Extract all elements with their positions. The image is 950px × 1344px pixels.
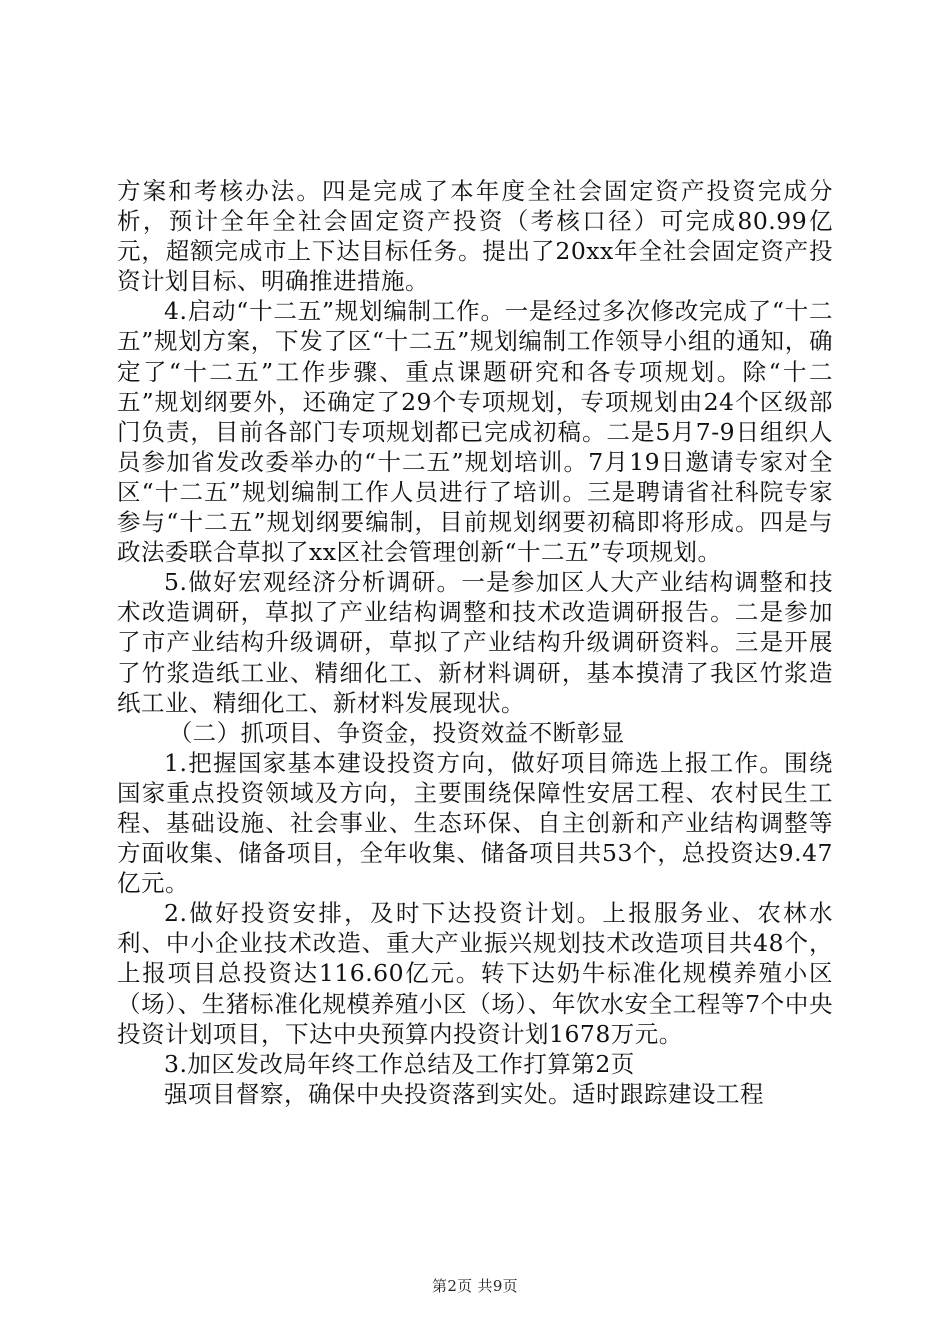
paragraph-item-5: 5.做好宏观经济分析调研。一是参加区人大产业结构调整和技术改造调研，草拟了产业结构调整和技术改造调研报告。二是参加了市产业结构升级调研，草拟了产业结构升级调研资料。三是开展了竹浆造纸工业、精细化工、新材料调研，基本摸清了我区竹浆造纸工业、精细化工、新材料发展现状。 (117, 568, 833, 717)
paragraph-project-3-continued: 强项目督察，确保中央投资落到实处。适时跟踪建设工程 (164, 1079, 764, 1108)
paragraph-continuation: 方案和考核办法。四是完成了本年度全社会固定资产投资完成分析，预计全年全社会固定资产投资（考核口径）可完成80.99亿元，超额完成市上下达目标任务。提出了20xx年全社会固定资产投资计划目标、明确推进措施。 (117, 177, 833, 296)
page-number-footer: 第2页 共9页 (432, 1277, 518, 1295)
document-body (117, 176, 833, 1109)
paragraph-project-2: 2.做好投资安排，及时下达投资计划。上报服务业、农林水利、中小企业技术改造、重大产业振兴规划技术改造项目共48个，上报项目总投资达116.60亿元。转下达奶牛标准化规模养殖小区（场）、生猪标准化规模养殖小区（场）、年饮水安全工程等7个中央投资计划项目，下达中央预算内投资计划1678万元。 (117, 899, 833, 1048)
section-heading: （二）抓项目、争资金，投资效益不断彰显 (168, 718, 625, 747)
paragraph-project-1: 1.把握国家基本建设投资方向，做好项目筛选上报工作。围绕国家重点投资领域及方向，主要围绕保障性安居工程、农村民生工程、基础设施、社会事业、生态环保、自主创新和产业结构调整等方面收集、储备项目，全年收集、储备项目共53个，总投资达9.47亿元。 (117, 748, 833, 898)
paragraph-item-4: 4.启动“十二五”规划编制工作。一是经过多次修改完成了“十二五”规划方案，下发了区“十二五”规划编制工作领导小组的通知，确定了“十二五”工作步骤、重点课题研究和各专项规划。除“十二五”规划纲要外，还确定了29个专项规划，专项规划由24个区级部门负责，目前各部门专项规划都已完成初稿。二是5月7-9日组织人员参加省发改委举办的“十二五”规划培训。7月19日邀请专家对全区“十二五”规划编制工作人员进行了培训。三是聘请省社科院专家参与“十二五”规划纲要编制，目前规划纲要初稿即将形成。四是与政法委联合草拟了xx区社会管理创新“十二五”专项规划。 (117, 297, 833, 567)
paragraph-project-3: 3.加区发改局年终工作总结及工作打算第2页 (164, 1049, 635, 1078)
